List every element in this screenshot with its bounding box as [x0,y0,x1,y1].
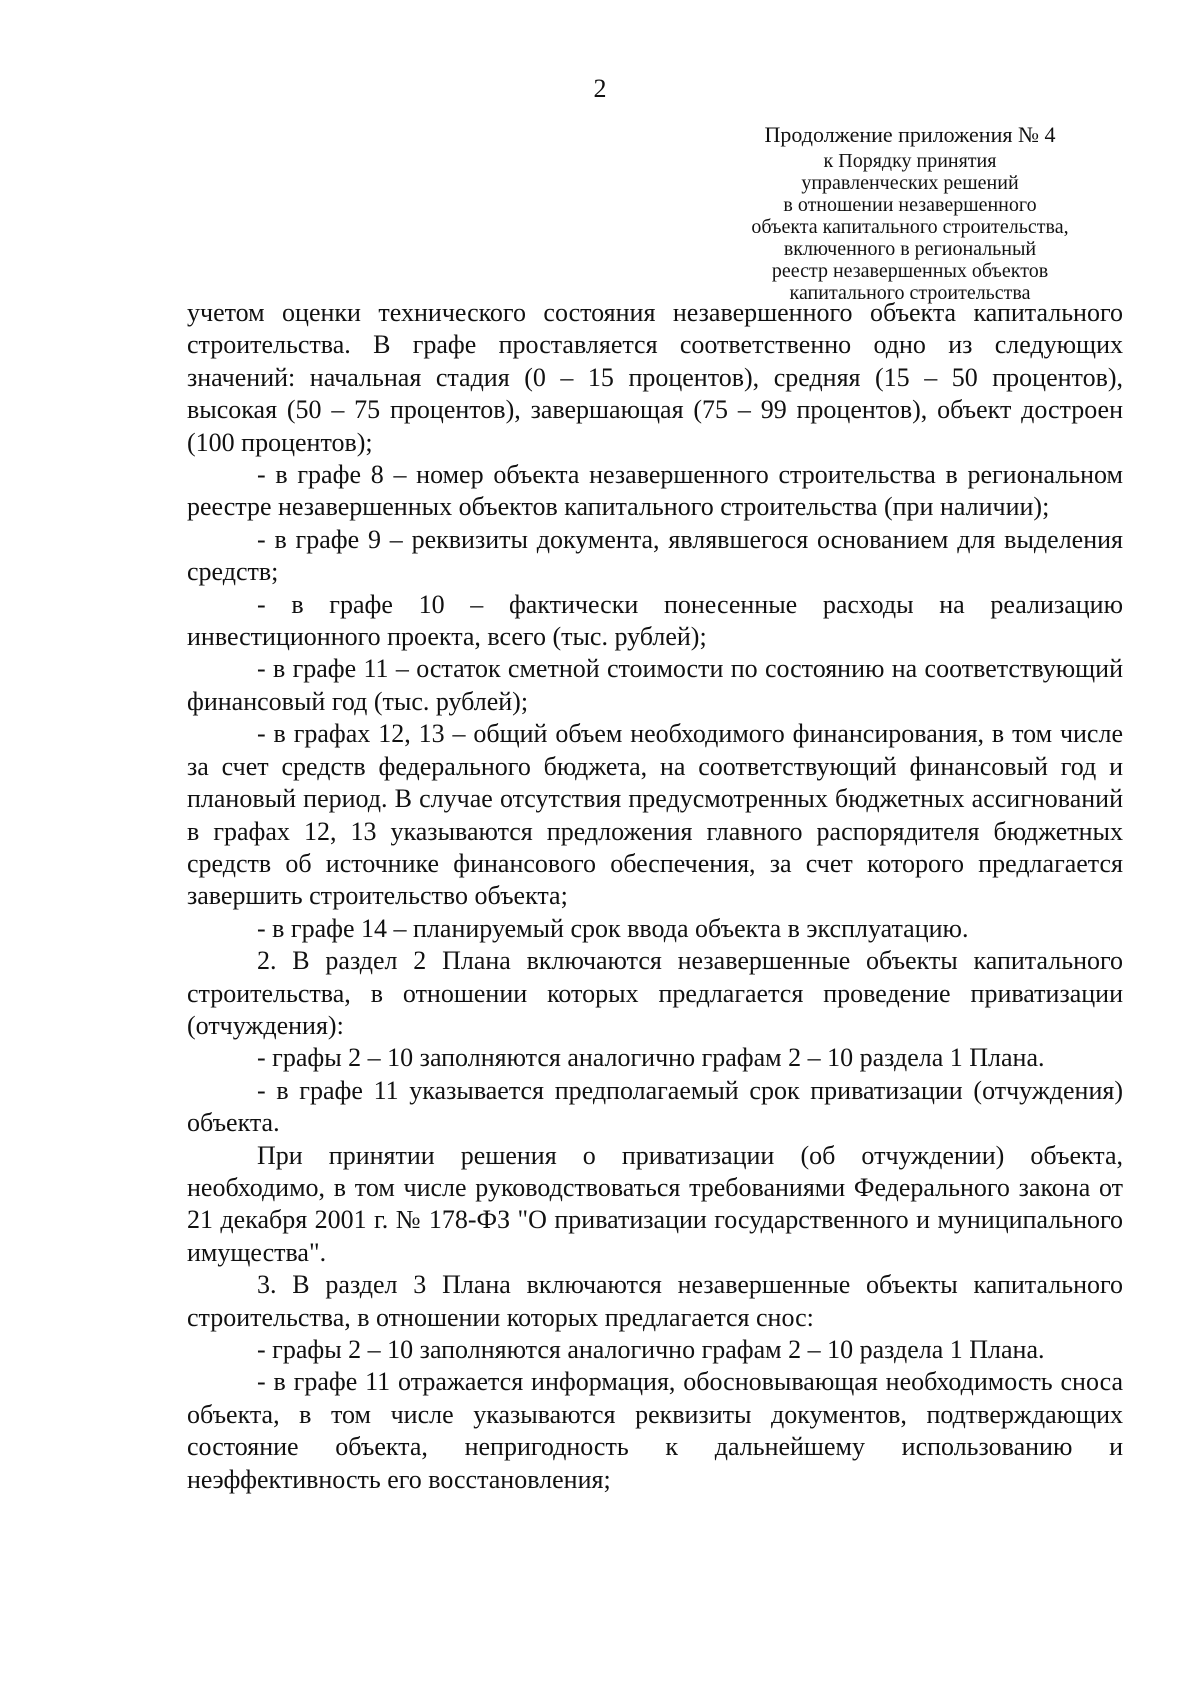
paragraph: - в графе 11 – остаток сметной стоимости по состоянию на соответствующий финансовый год (тыс. рублей); [187,654,1123,716]
appendix-line: управленческих решений [801,172,1019,194]
page-number: 2 [593,74,607,103]
appendix-line: включенного в региональный [783,238,1037,260]
paragraph: - в графе 10 – фактически понесенные расходы на реализацию инвестиционного проекта, всего (тыс. рублей); [187,589,1123,652]
paragraph: учетом оценки технического состояния незавершенного объекта капитального строительства. В графе проставляется соответственно одно из следующих значений: начальная стадия (0 – 15 процентов), средняя (15 – 50 процентов), высокая (50 – 75 процентов), завершающая (75 – 99 процентов), объект достроен (100 процентов); [187,298,1123,457]
paragraph: 2. В раздел 2 Плана включаются незавершенные объекты капитального строительства, в отношении которых предлагается проведение приватизации (отчуждения): [187,946,1123,1040]
appendix-line: объекта капитального строительства, [751,216,1069,238]
paragraph: При принятии решения о приватизации (об отчуждении) объекта, необходимо, в том числе руководствоваться требованиями Федерального закона от 21 декабря 2001 г. № 178-ФЗ "О приватизации государственного и муниципального имущества". [187,1140,1123,1267]
appendix-line: реестр незавершенных объектов [771,260,1049,282]
document-body [187,297,1123,1496]
paragraph: - в графе 11 отражается информация, обосновывающая необходимость сноса объекта, в том числе указываются реквизиты документов, подтверждающих состояние объекта, непригодность к дальнейшему использованию и неэффективность его восстановления; [187,1367,1123,1494]
paragraph: 3. В раздел 3 Плана включаются незавершенные объекты капитального строительства, в отношении которых предлагается снос: [187,1270,1123,1332]
paragraph: - в графе 8 – номер объекта незавершенного строительства в региональном реестре незавершенных объектов капитального строительства (при наличии); [187,460,1123,522]
paragraph: - в графе 11 указывается предполагаемый срок приватизации (отчуждения) объекта. [187,1075,1123,1138]
paragraph: - в графах 12, 13 – общий объем необходимого финансирования, в том числе за счет средств федерального бюджета, на соответствующий финансовый год и плановый период. В случае отсутствия предусмотренных бюджетных ассигнований в графах 12, 13 указываются предложения главного распорядителя бюджетных средств об источнике финансового обеспечения, за счет которого предлагается завершить строительство объекта; [187,719,1123,911]
paragraph: - в графе 9 – реквизиты документа, являвшегося основанием для выделения средств; [187,524,1123,587]
paragraph: - графы 2 – 10 заполняются аналогично графам 2 – 10 раздела 1 Плана. [257,1335,1045,1364]
paragraph: - в графе 14 – планируемый срок ввода объекта в эксплуатацию. [257,913,969,943]
appendix-header [720,120,1100,304]
appendix-line: в отношении незавершенного [783,194,1037,216]
appendix-line: Продолжение приложения № 4 [764,122,1056,147]
appendix-line: капитального строительства [789,282,1031,304]
paragraph: - графы 2 – 10 заполняются аналогично графам 2 – 10 раздела 1 Плана. [257,1043,1045,1073]
appendix-line: к Порядку принятия [823,150,997,172]
